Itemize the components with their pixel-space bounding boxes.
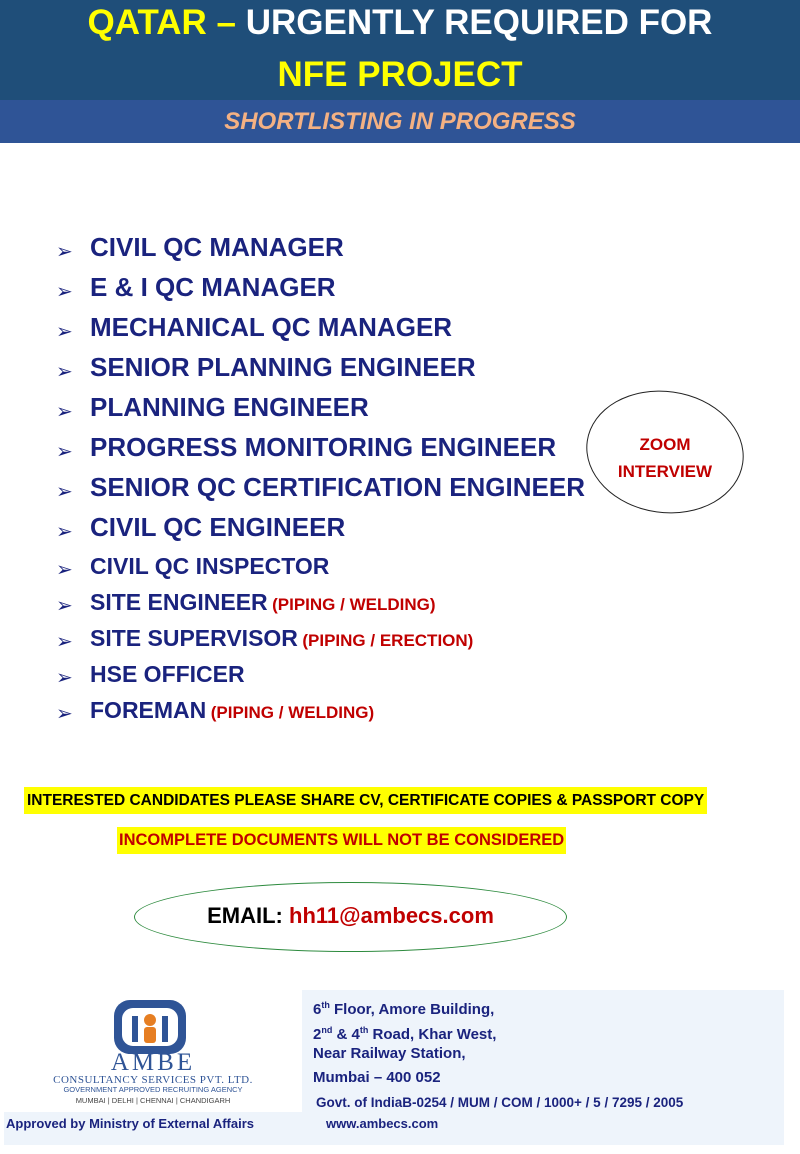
job-item (56, 232, 344, 264)
share-notice: INTERESTED CANDIDATES PLEASE SHARE CV, CERTIFICATE COPIES & PASSPORT COPY (24, 787, 707, 814)
arrow-bullet-icon: ➢ (56, 441, 73, 464)
arrow-bullet-icon: ➢ (56, 321, 73, 344)
approval-text: Approved by Ministry of External Affairs (6, 1116, 255, 1131)
job-title: CIVIL QC INSPECTOR (90, 553, 330, 579)
job-note: (PIPING / WELDING) (272, 595, 436, 614)
arrow-bullet-icon: ➢ (56, 481, 73, 504)
header-subtitle: SHORTLISTING IN PROGRESS (0, 100, 800, 143)
arrow-bullet-icon: ➢ (56, 631, 73, 654)
job-item (56, 432, 556, 464)
job-title: MECHANICAL QC MANAGER (90, 312, 453, 342)
job-title: SENIOR PLANNING ENGINEER (90, 352, 476, 382)
arrow-bullet-icon: ➢ (56, 559, 73, 582)
zoom-badge-line1: ZOOM (639, 435, 691, 454)
arrow-bullet-icon: ➢ (56, 281, 73, 304)
job-title: HSE OFFICER (90, 661, 245, 687)
address-road-number: 2 (313, 1026, 322, 1043)
address-line-2 (313, 1019, 496, 1046)
job-title: CIVIL QC MANAGER (90, 232, 344, 262)
job-title: CIVIL QC ENGINEER (90, 512, 346, 542)
header-banner (0, 0, 800, 100)
incomplete-notice: INCOMPLETE DOCUMENTS WILL NOT BE CONSIDERED (117, 827, 566, 854)
arrow-bullet-icon: ➢ (56, 361, 73, 384)
arrow-bullet-icon: ➢ (56, 595, 73, 618)
zoom-badge (595, 431, 735, 485)
job-title: SITE ENGINEER (90, 589, 268, 615)
email-contact (134, 900, 567, 932)
arrow-bullet-icon: ➢ (56, 401, 73, 424)
job-item (56, 352, 476, 384)
address-floor-suffix: th (321, 1000, 330, 1010)
address-line-3: Near Railway Station, (313, 1045, 466, 1062)
arrow-bullet-icon: ➢ (56, 703, 73, 726)
company-name: AMBE (110, 1049, 196, 1076)
job-item (56, 272, 336, 304)
job-item (56, 512, 345, 544)
job-title: E & I QC MANAGER (90, 272, 336, 302)
company-cities: MUMBAI | DELHI | CHENNAI | CHANDIGARH (75, 1096, 231, 1105)
address-floor-number: 6 (313, 1001, 322, 1018)
job-title: SITE SUPERVISOR (90, 625, 298, 651)
arrow-bullet-icon: ➢ (56, 667, 73, 690)
job-item (56, 392, 369, 424)
address-line-4: Mumbai – 400 052 (313, 1069, 441, 1086)
header-project: NFE PROJECT (277, 55, 523, 94)
job-item (56, 312, 452, 344)
job-item (56, 553, 329, 582)
job-item (56, 625, 473, 654)
zoom-badge-line2: INTERVIEW (617, 462, 713, 481)
website-link[interactable]: www.ambecs.com (326, 1116, 439, 1131)
job-item (56, 661, 245, 690)
job-item (56, 589, 436, 618)
address-building: Floor, Amore Building, (329, 1001, 495, 1018)
company-tagline: GOVERNMENT APPROVED RECRUITING AGENCY (63, 1085, 243, 1094)
address-line-1 (313, 994, 494, 1021)
header-country: QATAR – (87, 3, 236, 42)
job-note: (PIPING / WELDING) (210, 703, 375, 722)
email-label: EMAIL: (207, 903, 283, 928)
company-full-name: CONSULTANCY SERVICES PVT. LTD. (53, 1074, 253, 1086)
arrow-bullet-icon: ➢ (56, 241, 73, 264)
arrow-bullet-icon: ➢ (56, 521, 73, 544)
header-title (0, 4, 800, 42)
job-title: PLANNING ENGINEER (90, 392, 369, 422)
job-note: (PIPING / ERECTION) (302, 631, 474, 650)
job-title: FOREMAN (90, 697, 207, 723)
job-item (56, 472, 585, 504)
address-road-number-2: & 4 (332, 1026, 360, 1043)
ambe-logo-icon (108, 998, 192, 1056)
address-road: Road, Khar West, (368, 1026, 497, 1043)
job-item (56, 697, 374, 726)
govt-license: Govt. of IndiaB-0254 / MUM / COM / 1000+ / 5 / 7295 / 2005 (316, 1095, 684, 1110)
email-link[interactable]: hh11@ambecs.com (289, 903, 494, 928)
job-title: PROGRESS MONITORING ENGINEER (90, 432, 557, 462)
address-road-suffix-2: th (359, 1025, 369, 1035)
address-road-suffix: nd (321, 1025, 333, 1035)
header-title-rest: URGENTLY REQUIRED FOR (245, 3, 713, 42)
job-title: SENIOR QC CERTIFICATION ENGINEER (90, 472, 585, 502)
